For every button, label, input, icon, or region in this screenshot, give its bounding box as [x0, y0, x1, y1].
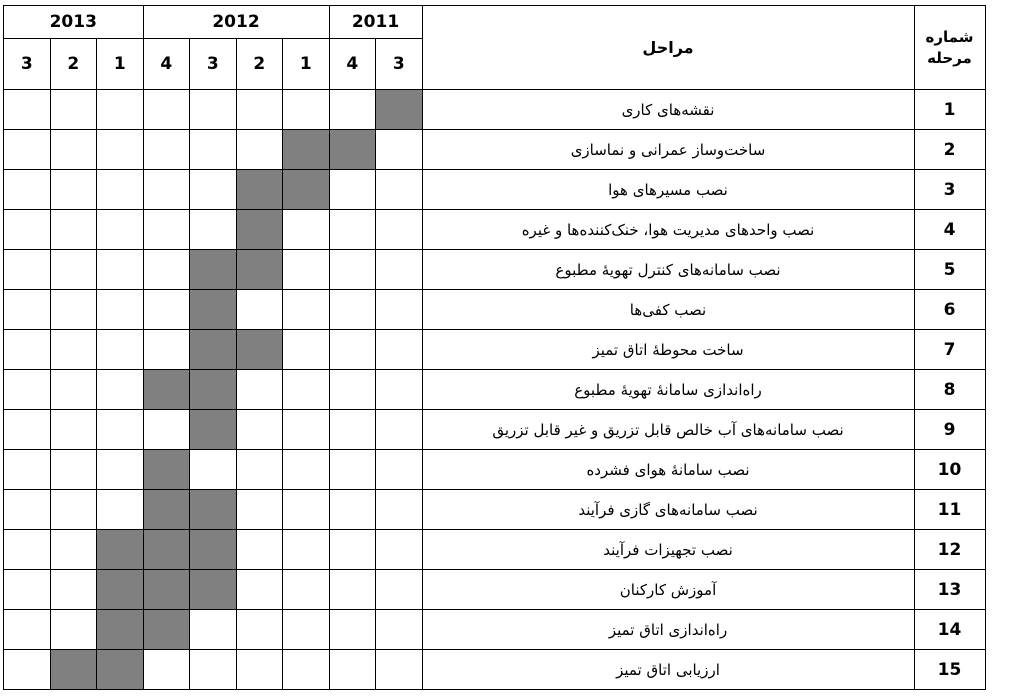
gantt-empty-cell: [4, 530, 51, 570]
gantt-empty-cell: [4, 90, 51, 130]
task-row: [4, 250, 986, 290]
gantt-empty-cell: [50, 170, 97, 210]
gantt-empty-cell: [376, 530, 423, 570]
gantt-empty-cell: [376, 330, 423, 370]
gantt-bar-cell: [190, 570, 237, 610]
gantt-empty-cell: [236, 450, 283, 490]
gantt-bar-cell: [190, 330, 237, 370]
gantt-empty-cell: [376, 450, 423, 490]
quarter-header: 2: [236, 39, 283, 90]
quarter-header: 3: [4, 39, 51, 90]
step-number-header-line2: مرحله: [927, 48, 972, 67]
gantt-empty-cell: [190, 90, 237, 130]
gantt-empty-cell: [50, 90, 97, 130]
task-name: ساخت محوطهٔ اتاق تمیز: [422, 330, 914, 370]
stages-column-header: مراحل: [422, 6, 914, 90]
task-name: نصب سامانه‌های آب خالص قابل تزریق و غیر قابل تزریق: [422, 410, 914, 450]
quarter-header: 2: [50, 39, 97, 90]
gantt-empty-cell: [376, 290, 423, 330]
gantt-empty-cell: [4, 570, 51, 610]
gantt-empty-cell: [376, 370, 423, 410]
task-number: 12: [914, 530, 985, 570]
gantt-empty-cell: [143, 250, 190, 290]
gantt-bar-cell: [236, 250, 283, 290]
gantt-empty-cell: [4, 650, 51, 690]
task-number: 3: [914, 170, 985, 210]
gantt-empty-cell: [236, 490, 283, 530]
task-number: 7: [914, 330, 985, 370]
task-number: 13: [914, 570, 985, 610]
task-number: 2: [914, 130, 985, 170]
gantt-bar-cell: [143, 450, 190, 490]
gantt-empty-cell: [236, 90, 283, 130]
gantt-empty-cell: [376, 410, 423, 450]
gantt-empty-cell: [283, 650, 330, 690]
gantt-empty-cell: [143, 650, 190, 690]
gantt-empty-cell: [50, 210, 97, 250]
gantt-empty-cell: [190, 650, 237, 690]
quarter-header: 4: [143, 39, 190, 90]
gantt-empty-cell: [329, 570, 376, 610]
gantt-empty-cell: [283, 250, 330, 290]
gantt-empty-cell: [97, 290, 144, 330]
gantt-empty-cell: [143, 90, 190, 130]
gantt-empty-cell: [283, 370, 330, 410]
gantt-empty-cell: [4, 610, 51, 650]
task-row: [4, 410, 986, 450]
gantt-empty-cell: [329, 490, 376, 530]
gantt-empty-cell: [97, 170, 144, 210]
task-row: [4, 330, 986, 370]
task-name: آموزش کارکنان: [422, 570, 914, 610]
gantt-bar-cell: [190, 530, 237, 570]
gantt-empty-cell: [329, 290, 376, 330]
gantt-empty-cell: [283, 410, 330, 450]
gantt-bar-cell: [97, 610, 144, 650]
gantt-empty-cell: [190, 170, 237, 210]
gantt-empty-cell: [236, 370, 283, 410]
task-row: [4, 450, 986, 490]
gantt-empty-cell: [283, 290, 330, 330]
step-number-header-line1: شماره: [925, 28, 974, 47]
gantt-bar-cell: [190, 290, 237, 330]
task-name: نصب سامانه‌های کنترل تهویهٔ مطبوع: [422, 250, 914, 290]
gantt-bar-cell: [283, 170, 330, 210]
year-header: 2013: [4, 6, 144, 39]
gantt-bar-cell: [143, 490, 190, 530]
gantt-empty-cell: [236, 530, 283, 570]
task-number: 14: [914, 610, 985, 650]
gantt-bar-cell: [143, 530, 190, 570]
gantt-empty-cell: [4, 250, 51, 290]
gantt-empty-cell: [97, 90, 144, 130]
gantt-empty-cell: [283, 450, 330, 490]
gantt-empty-cell: [97, 410, 144, 450]
gantt-empty-cell: [50, 370, 97, 410]
task-row: [4, 130, 986, 170]
gantt-empty-cell: [97, 210, 144, 250]
task-name: نقشه‌های کاری: [422, 90, 914, 130]
gantt-empty-cell: [143, 410, 190, 450]
task-row: [4, 650, 986, 690]
gantt-bar-cell: [236, 210, 283, 250]
gantt-empty-cell: [376, 250, 423, 290]
gantt-empty-cell: [50, 130, 97, 170]
task-name: راه‌اندازی سامانهٔ تهویهٔ مطبوع: [422, 370, 914, 410]
gantt-empty-cell: [236, 410, 283, 450]
gantt-bar-cell: [97, 650, 144, 690]
gantt-empty-cell: [4, 370, 51, 410]
year-header-row: [4, 6, 986, 39]
gantt-empty-cell: [4, 330, 51, 370]
gantt-bar-cell: [236, 330, 283, 370]
task-number: 1: [914, 90, 985, 130]
gantt-empty-cell: [329, 170, 376, 210]
gantt-empty-cell: [376, 170, 423, 210]
gantt-empty-cell: [283, 330, 330, 370]
gantt-bar-cell: [97, 530, 144, 570]
task-row: [4, 530, 986, 570]
task-row: [4, 210, 986, 250]
gantt-empty-cell: [329, 450, 376, 490]
gantt-empty-cell: [4, 130, 51, 170]
task-row: [4, 570, 986, 610]
gantt-bar-cell: [283, 130, 330, 170]
gantt-empty-cell: [50, 490, 97, 530]
task-number: 10: [914, 450, 985, 490]
gantt-empty-cell: [4, 290, 51, 330]
gantt-empty-cell: [97, 250, 144, 290]
task-row: [4, 90, 986, 130]
gantt-empty-cell: [283, 610, 330, 650]
gantt-empty-cell: [190, 210, 237, 250]
task-name: نصب مسیرهای هوا: [422, 170, 914, 210]
gantt-empty-cell: [50, 610, 97, 650]
gantt-empty-cell: [329, 650, 376, 690]
gantt-empty-cell: [376, 490, 423, 530]
gantt-empty-cell: [97, 450, 144, 490]
task-number: 8: [914, 370, 985, 410]
gantt-empty-cell: [143, 170, 190, 210]
gantt-empty-cell: [143, 210, 190, 250]
task-name: ارزیابی اتاق تمیز: [422, 650, 914, 690]
task-number: 4: [914, 210, 985, 250]
gantt-empty-cell: [190, 450, 237, 490]
task-row: [4, 370, 986, 410]
task-number: 5: [914, 250, 985, 290]
task-rows: [4, 90, 986, 690]
gantt-chart: [3, 5, 986, 690]
task-number: 9: [914, 410, 985, 450]
gantt-empty-cell: [376, 650, 423, 690]
gantt-empty-cell: [329, 410, 376, 450]
quarter-header: 4: [329, 39, 376, 90]
gantt-empty-cell: [329, 530, 376, 570]
gantt-empty-cell: [236, 130, 283, 170]
gantt-bar-cell: [143, 370, 190, 410]
gantt-empty-cell: [97, 370, 144, 410]
gantt-bar-cell: [236, 170, 283, 210]
gantt-bar-cell: [190, 490, 237, 530]
gantt-empty-cell: [236, 570, 283, 610]
gantt-empty-cell: [283, 90, 330, 130]
task-name: نصب سامانه‌های گازی فرآیند: [422, 490, 914, 530]
gantt-empty-cell: [143, 130, 190, 170]
gantt-empty-cell: [4, 210, 51, 250]
quarter-header: 1: [283, 39, 330, 90]
gantt-empty-cell: [50, 530, 97, 570]
gantt-table: [3, 5, 986, 690]
gantt-empty-cell: [143, 290, 190, 330]
gantt-bar-cell: [190, 370, 237, 410]
task-name: نصب کفی‌ها: [422, 290, 914, 330]
quarter-header: 1: [97, 39, 144, 90]
gantt-empty-cell: [329, 90, 376, 130]
task-number: 6: [914, 290, 985, 330]
gantt-bar-cell: [190, 410, 237, 450]
task-number: 11: [914, 490, 985, 530]
gantt-empty-cell: [50, 290, 97, 330]
gantt-empty-cell: [236, 290, 283, 330]
gantt-empty-cell: [283, 530, 330, 570]
gantt-bar-cell: [329, 130, 376, 170]
task-name: نصب تجهیزات فرآیند: [422, 530, 914, 570]
gantt-empty-cell: [283, 210, 330, 250]
gantt-empty-cell: [376, 610, 423, 650]
task-row: [4, 490, 986, 530]
gantt-empty-cell: [376, 130, 423, 170]
gantt-empty-cell: [97, 130, 144, 170]
gantt-empty-cell: [4, 410, 51, 450]
gantt-bar-cell: [190, 250, 237, 290]
task-number: 15: [914, 650, 985, 690]
gantt-bar-cell: [97, 570, 144, 610]
gantt-empty-cell: [329, 610, 376, 650]
gantt-bar-cell: [143, 570, 190, 610]
gantt-empty-cell: [50, 250, 97, 290]
step-number-column-header: [914, 6, 985, 90]
gantt-bar-cell: [50, 650, 97, 690]
gantt-empty-cell: [283, 490, 330, 530]
gantt-empty-cell: [97, 490, 144, 530]
gantt-empty-cell: [236, 650, 283, 690]
task-name: نصب سامانهٔ هوای فشرده: [422, 450, 914, 490]
task-row: [4, 170, 986, 210]
gantt-empty-cell: [190, 130, 237, 170]
gantt-empty-cell: [329, 250, 376, 290]
gantt-empty-cell: [329, 210, 376, 250]
task-name: ساخت‌وساز عمرانی و نماسازی: [422, 130, 914, 170]
year-header: 2011: [329, 6, 422, 39]
quarter-header: 3: [190, 39, 237, 90]
gantt-empty-cell: [236, 610, 283, 650]
gantt-empty-cell: [143, 330, 190, 370]
gantt-empty-cell: [283, 570, 330, 610]
task-row: [4, 610, 986, 650]
gantt-empty-cell: [190, 610, 237, 650]
gantt-empty-cell: [376, 210, 423, 250]
gantt-bar-cell: [376, 90, 423, 130]
task-name: راه‌اندازی اتاق تمیز: [422, 610, 914, 650]
quarter-header: 3: [376, 39, 423, 90]
task-row: [4, 290, 986, 330]
year-header: 2012: [143, 6, 329, 39]
task-name: نصب واحدهای مدیریت هوا، خنک‌کننده‌ها و غیره: [422, 210, 914, 250]
gantt-empty-cell: [329, 330, 376, 370]
gantt-empty-cell: [50, 450, 97, 490]
gantt-empty-cell: [376, 570, 423, 610]
gantt-bar-cell: [143, 610, 190, 650]
gantt-empty-cell: [97, 330, 144, 370]
gantt-empty-cell: [4, 450, 51, 490]
gantt-empty-cell: [4, 170, 51, 210]
gantt-empty-cell: [50, 570, 97, 610]
gantt-empty-cell: [329, 370, 376, 410]
gantt-empty-cell: [50, 410, 97, 450]
gantt-empty-cell: [50, 330, 97, 370]
gantt-empty-cell: [4, 490, 51, 530]
